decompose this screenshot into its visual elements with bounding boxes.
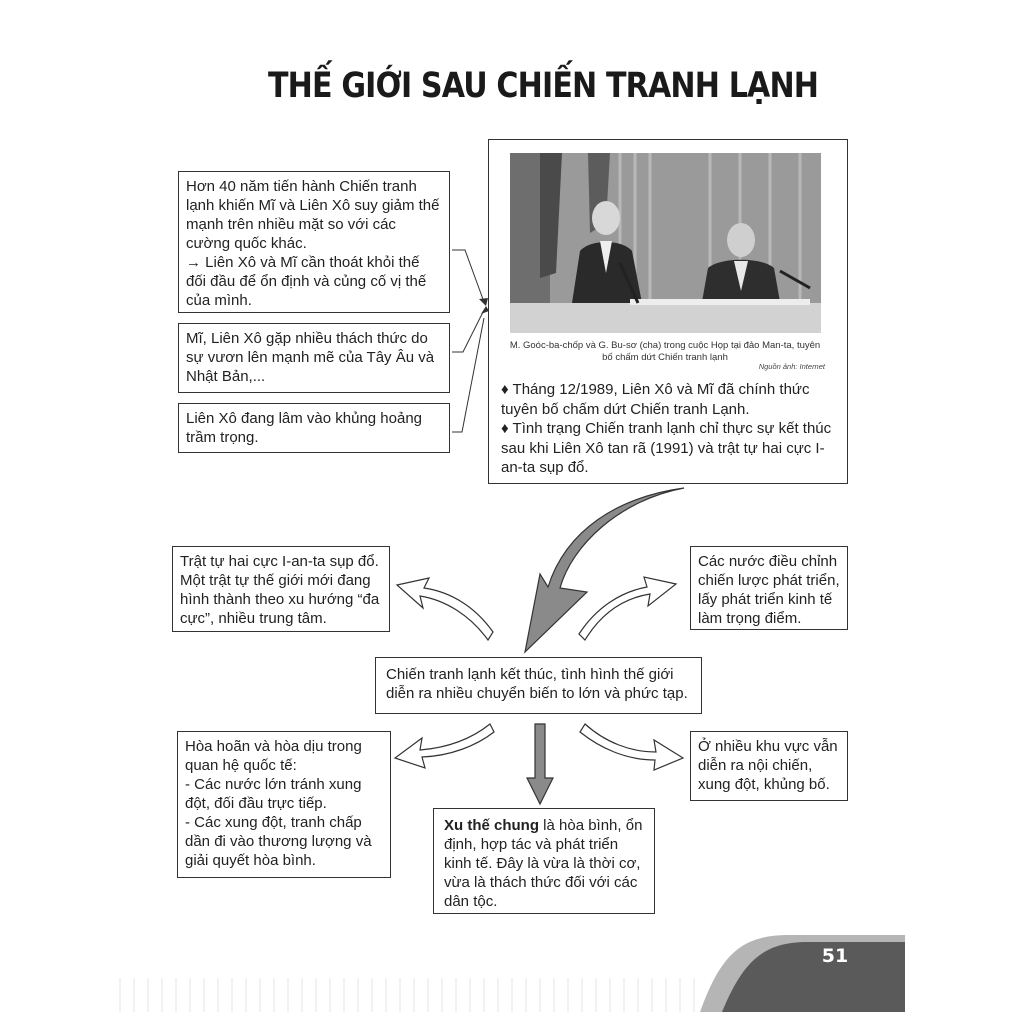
outcome-text: Các nước điều chỉnh chiến lược phát triển, lấy phát triển kinh tế làm trọng điểm.	[698, 553, 840, 627]
photo-card-points	[501, 380, 841, 478]
general-trend-text: là hòa bình, ổn định, hợp tác và phát triển kinh tế. Đây là vừa là thời cơ, vừa là thách thức đối với các dân tộc.	[444, 817, 643, 910]
cause-box-soviet-crisis	[178, 403, 450, 453]
page-title: THẾ GIỚI SAU CHIẾN TRANH LẠNH	[268, 66, 819, 106]
cause-box-text: Hơn 40 năm tiến hành Chiến tranh lạnh khiến Mĩ và Liên Xô suy giảm thế mạnh trên nhiều mặt so với các cường quốc khác.	[186, 178, 440, 252]
connector-arrows	[452, 250, 484, 432]
outcome-box-strategy	[690, 546, 848, 630]
cause-box-conclusion: → Liên Xô và Mĩ cần thoát khỏi thế đối đầu để ổn định và củng cố vị thế của mình.	[186, 254, 427, 309]
outcome-text: Hòa hoãn và hòa dịu trong quan hệ quốc tế:	[185, 738, 362, 774]
outcome-item: - Các xung đột, tranh chấp dần đi vào thương lượng và giải quyết hòa bình.	[185, 814, 372, 869]
photo-source: Nguồn ảnh: Internet	[758, 362, 825, 371]
cause-box-challenges	[178, 323, 450, 393]
outcome-box-general-trend	[433, 808, 655, 914]
main-curved-arrow	[525, 488, 684, 652]
outcome-box-detente	[177, 731, 391, 878]
cause-box-text: Mĩ, Liên Xô gặp nhiều thách thức do sự vươn lên mạnh mẽ của Tây Âu và Nhật Bản,...	[186, 330, 435, 385]
arrow-to-bottom-center	[527, 724, 553, 804]
arrow-to-top-right	[579, 577, 676, 640]
photo-card	[488, 139, 848, 484]
arrow-to-bottom-left	[395, 724, 494, 768]
outcome-text	[444, 816, 644, 911]
center-box-text: Chiến tranh lạnh kết thúc, tình hình thế giới diễn ra nhiều chuyển biến to lớn và phức tạp.	[386, 666, 688, 702]
arrow-to-top-left	[397, 578, 493, 640]
bottom-stripe-pattern	[120, 978, 694, 1012]
photo-caption: M. Goóc-ba-chốp và G. Bu-sơ (cha) trong cuộc Họp tại đảo Man-ta, tuyên bố chấm dứt Chiến tranh lạnh	[509, 340, 821, 363]
malta-summit-photo	[510, 153, 821, 333]
cause-box-text: Liên Xô đang lâm vào khủng hoảng trầm trọng.	[186, 410, 423, 446]
photo-card-point: ♦ Tình trạng Chiến tranh lạnh chỉ thực sự kết thúc sau khi Liên Xô tan rã (1991) và trật tự hai cực I-an-ta sụp đổ.	[501, 420, 832, 476]
outcome-box-conflicts	[690, 731, 848, 801]
outcome-box-multipolar	[172, 546, 390, 632]
cause-box-cold-war-cost	[178, 171, 450, 313]
outcome-text: Trật tự hai cực I-an-ta sụp đổ. Một trật tự thế giới mới đang hình thành theo xu hướng “đa cực”, nhiều trung tâm.	[180, 553, 380, 627]
center-box-cold-war-end	[375, 657, 702, 714]
arrow-to-bottom-right	[580, 724, 683, 770]
outcome-item: - Các nước lớn tránh xung đột, đối đầu trực tiếp.	[185, 776, 362, 812]
general-trend-label: Xu thế chung	[444, 817, 539, 834]
page-number: 51	[821, 945, 849, 967]
photo-card-point: ♦ Tháng 12/1989, Liên Xô và Mĩ đã chính thức tuyên bố chấm dứt Chiến tranh Lạnh.	[501, 381, 810, 418]
outcome-text: Ở nhiều khu vực vẫn diễn ra nội chiến, xung đột, khủng bố.	[698, 738, 838, 793]
